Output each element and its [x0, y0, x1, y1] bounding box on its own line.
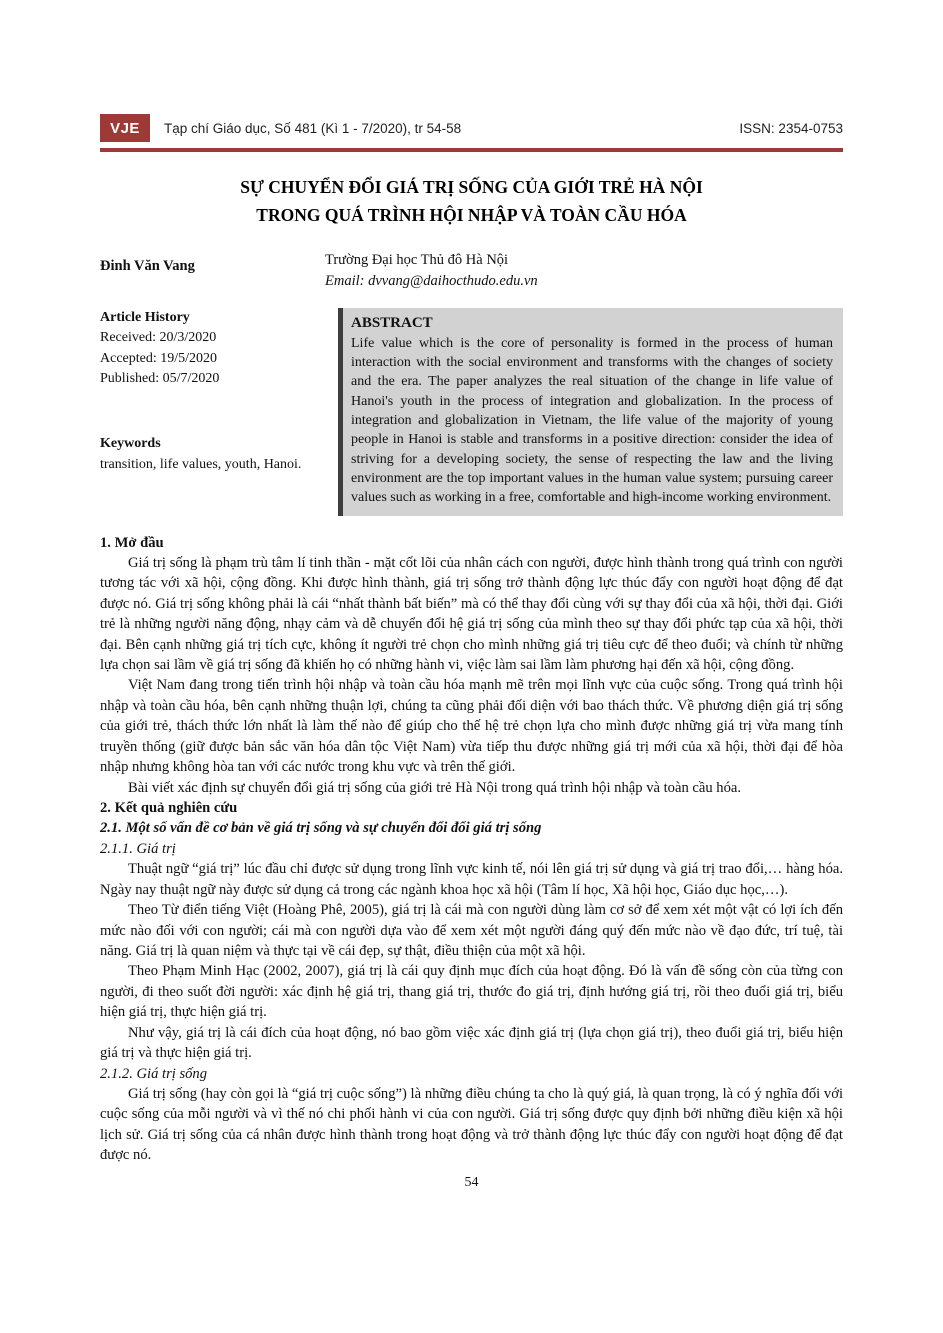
paragraph: Giá trị sống là phạm trù tâm lí tinh thần - mặt cốt lõi của nhân cách con người, được hình thành trong quá trình con người tương tác với xã hội, cộng đồng. Khi được hình thành, giá trị sống trở thành động lực thúc đẩy con người hoạt động để đạt được nó. Giá trị sống không phải là cái “nhất thành bất biến” mà có thể thay đổi cùng với sự thay đổi của xã hội, thời đại. Giới trẻ là những người năng động, nhạy cảm và dễ chuyển đổi hệ giá trị sống của mình theo sự thay đổi phức tạp của xã hội, thời đại. Bên cạnh những giá trị tích cực, không ít người trẻ chọn cho mình những giá trị tiêu cực để theo đuổi; và chính từ những lựa chọn sai lầm về giá trị sống đã khiến họ có những hành vi, việc làm sai lầm làm phương hại đến xã hội, cộng đồng. — [100, 554, 843, 674]
accepted-date: Accepted: 19/5/2020 — [100, 350, 218, 366]
author-name: Đinh Văn Vang — [100, 258, 195, 274]
page-number: 54 — [464, 1175, 479, 1190]
affiliation-block — [325, 250, 538, 292]
paragraph: Theo Từ điển tiếng Việt (Hoàng Phê, 2005), giá trị là cái mà con người dùng làm cơ sở để xem xét một vật có lợi ích đến mức nào đối với con người; cái mà con người dựa vào để xem xét một người đáng quý đến mức nào về đạo đức, trí tuệ, tài năng. Giá trị là quan niệm và thực tại về cái đẹp, sự thật, điều thiện của một xã hội. — [100, 902, 843, 959]
abstract-box — [338, 308, 843, 516]
article-title — [100, 173, 843, 229]
issn-label: ISSN: 2354-0753 — [739, 120, 843, 136]
author-row — [100, 250, 843, 292]
issue-info: Tạp chí Giáo dục, Số 481 (Kì 1 - 7/2020), tr 54-58 — [164, 120, 462, 136]
received-date: Received: 20/3/2020 — [100, 330, 217, 346]
article-title-line1: SỰ CHUYỂN ĐỔI GIÁ TRỊ SỐNG CỦA GIỚI TRẺ HÀ NỘI — [240, 177, 703, 197]
author-email: Email: dvvang@daihocthudo.edu.vn — [325, 273, 538, 290]
article-title-line2: TRONG QUÁ TRÌNH HỘI NHẬP VÀ TOÀN CẦU HÓA — [256, 205, 687, 225]
page-content — [100, 0, 843, 1166]
subsubsection-heading: 2.1.2. Giá trị sống — [100, 1065, 208, 1082]
section-heading: 1. Mở đầu — [100, 534, 164, 551]
header-rule — [100, 148, 843, 152]
article-history-heading: Article History — [100, 310, 190, 326]
article-meta-column — [100, 308, 338, 516]
abstract-heading: ABSTRACT — [351, 315, 433, 332]
journal-header — [100, 0, 843, 142]
subsection-heading: 2.1. Một số vấn đề cơ bản về giá trị sống và sự chuyển đổi đổi giá trị sống — [100, 820, 542, 837]
journal-logo: VJE — [100, 114, 150, 142]
keywords-text: transition, life values, youth, Hanoi. — [100, 456, 302, 472]
paragraph: Giá trị sống (hay còn gọi là “giá trị cuộc sống”) là những điều chúng ta cho là quý giá, là quan trọng, là có ý nghĩa đối với cuộc sống của mỗi người và vì thế nó chi phối hành vi của con người. Giá trị sống được quy định bởi những điều kiện xã hội lịch sử. Giá trị sống của cá nhân được hình thành trong hoạt động và trở thành động lực thúc đẩy con người hoạt động để đạt được nó. — [100, 1085, 843, 1164]
section-heading: 2. Kết quả nghiên cứu — [100, 800, 238, 817]
abstract-text: Life value which is the core of personality is formed in the process of human interaction with the social environment and transforms with the changes of society and the era. The paper analyzes the real situation of the change in life value of Hanoi's youth in the process of integration and globalization. In the process of integration and globalization in Vietnam, the life value of the majority of young people in Hanoi is stable and transforms in a positive direction: consider the idea of striving for a developing society, the sense of respecting the law and the living environment are the top important values in the human value system; pursuing career values such as working in a free, comfortable and high-income working environment. — [351, 335, 833, 506]
article-body — [100, 533, 843, 1166]
meta-abstract-row — [100, 308, 843, 516]
paragraph: Việt Nam đang trong tiến trình hội nhập và toàn cầu hóa mạnh mẽ trên mọi lĩnh vực của cuộc sống. Trong quá trình hội nhập và toàn cầu hóa, bên cạnh những thuận lợi, chúng ta cũng phải đối diện với bao thách thức. Về phương diện giá trị sống của giới trẻ, thách thức lớn nhất là làm thế nào để giúp cho thế hệ trẻ chọn lựa cho mình được những giá trị vừa mang tính truyền thống (giữ được bản sắc văn hóa dân tộc Việt Nam) vừa tiếp thu được những giá trị mới của xã hội, thời đại để hòa nhập nhưng không hòa tan với các nước trong khu vực và trên thế giới. — [100, 677, 843, 776]
keywords-heading: Keywords — [100, 436, 161, 452]
paragraph: Bài viết xác định sự chuyển đổi giá trị sống của giới trẻ Hà Nội trong quá trình hội nhập và toàn cầu hóa. — [128, 779, 742, 796]
published-date: Published: 05/7/2020 — [100, 370, 220, 386]
paragraph: Thuật ngữ “giá trị” lúc đầu chỉ được sử dụng trong lĩnh vực kinh tế, nói lên giá trị sử dụng và giá trị trao đổi,… hàng hóa. Ngày nay thuật ngữ này được sử dụng cả trong các ngành khoa học xã hội (Tâm lí học, Xã hội học, Giáo dục học,…). — [100, 861, 843, 898]
paragraph: Như vậy, giá trị là cái đích của hoạt động, nó bao gồm việc xác định giá trị (lựa chọn giá trị), theo đuổi giá trị, biểu hiện giá trị và thực hiện giá trị. — [100, 1024, 843, 1062]
author-affiliation: Trường Đại học Thủ đô Hà Nội — [325, 252, 509, 268]
subsubsection-heading: 2.1.1. Giá trị — [100, 840, 176, 857]
keywords-block — [100, 434, 338, 475]
paragraph: Theo Phạm Minh Hạc (2002, 2007), giá trị là cái quy định mục đích của hoạt động. Đó là vấn đề sống còn của từng con người, đi theo suốt đời người: xác định hệ giá trị, thang giá trị, thước đo giá trị, định hướng giá trị, rồi theo đuổi giá trị, biểu hiện giá trị, thực hiện giá trị. — [100, 963, 843, 1021]
